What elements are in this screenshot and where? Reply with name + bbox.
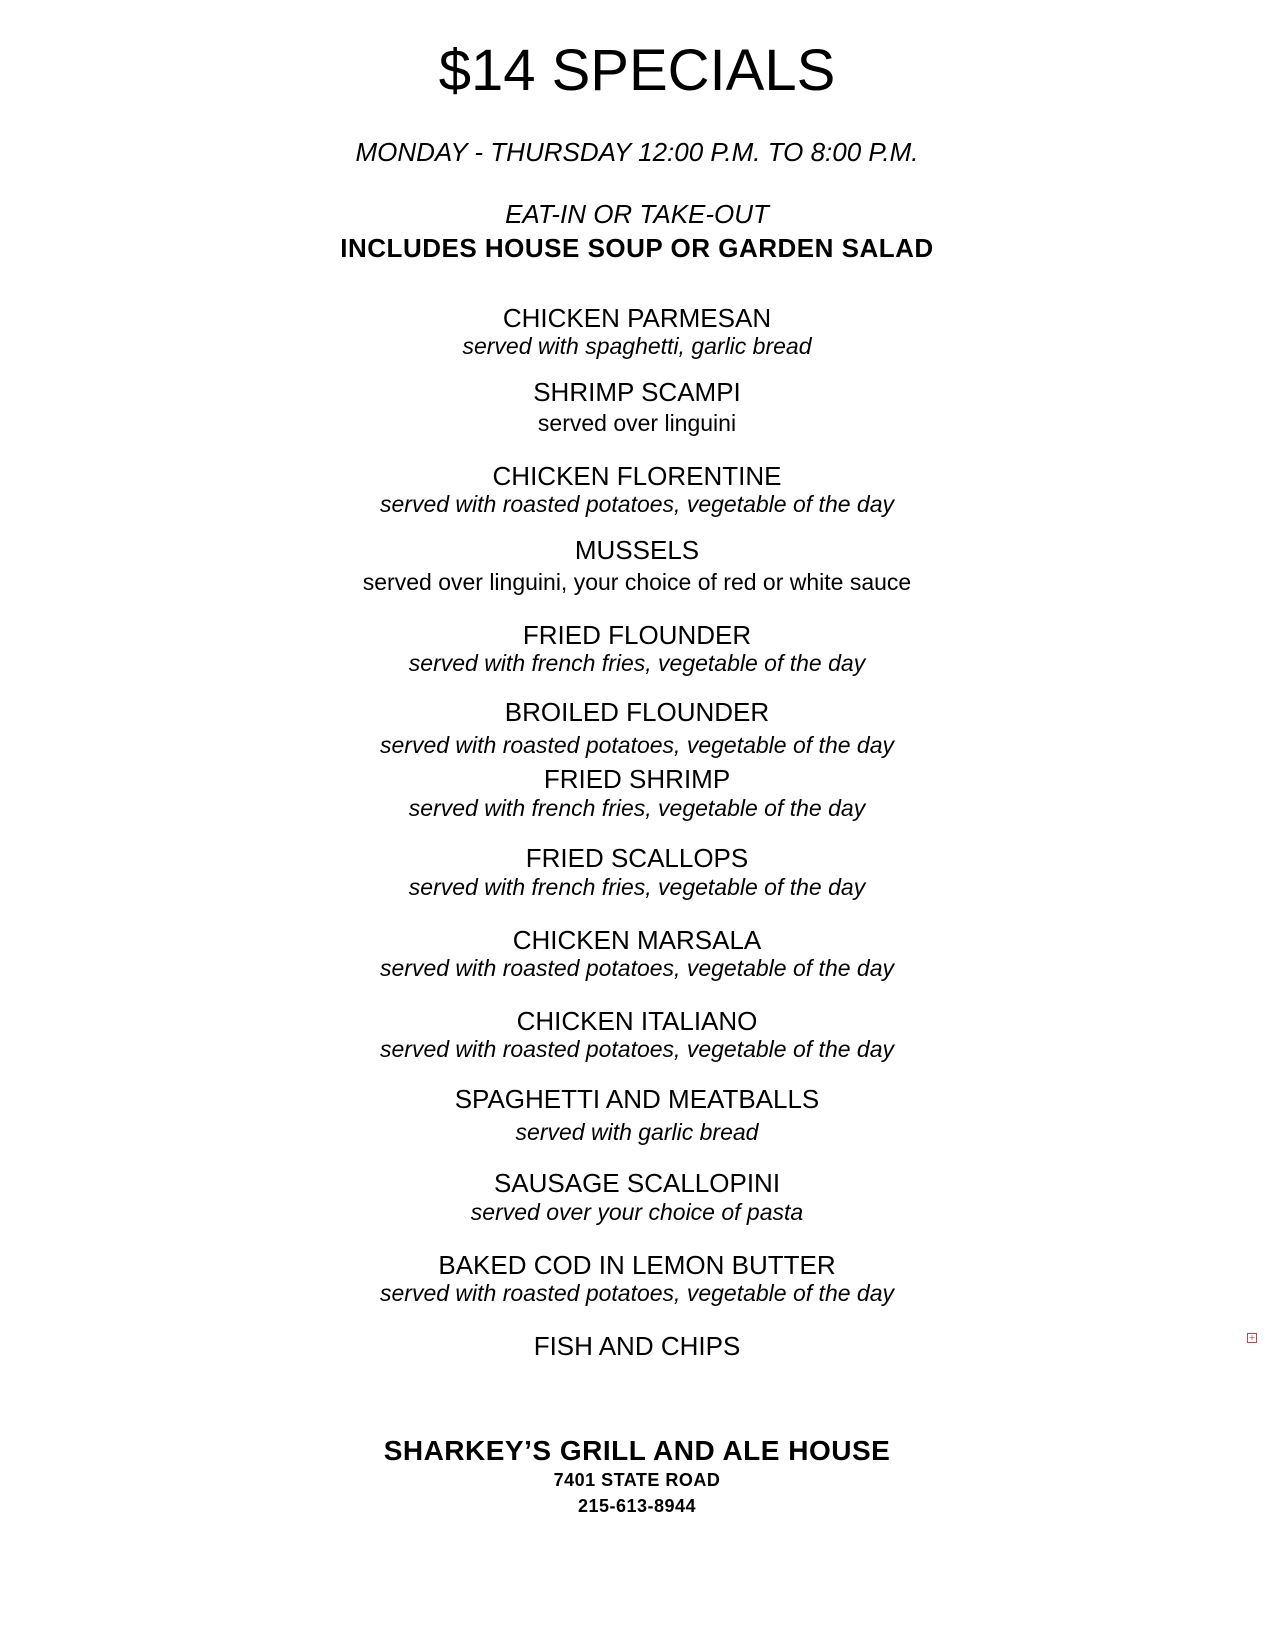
menu-item-description: served with roasted potatoes, vegetable of the day bbox=[380, 1280, 894, 1306]
menu-item-description: served with roasted potatoes, vegetable of the day bbox=[380, 732, 894, 758]
restaurant-name: SHARKEY’S GRILL AND ALE HOUSE bbox=[383, 1435, 891, 1466]
expand-marker-icon[interactable]: + bbox=[1248, 1333, 1256, 1342]
menu-item-name: CHICKEN PARMESAN bbox=[502, 303, 772, 333]
menu-item-description: served with spaghetti, garlic bread bbox=[462, 333, 812, 359]
menu-item-name: SAUSAGE SCALLOPINI bbox=[493, 1168, 781, 1198]
menu-item-name: CHICKEN FLORENTINE bbox=[492, 461, 782, 491]
menu-item-description: served with french fries, vegetable of the day bbox=[408, 650, 866, 676]
menu-item-name: BAKED COD IN LEMON BUTTER bbox=[438, 1250, 836, 1280]
menu-item-description: served with french fries, vegetable of the day bbox=[408, 795, 866, 821]
restaurant-address: 7401 STATE ROAD bbox=[553, 1470, 721, 1490]
menu-item-description: served with roasted potatoes, vegetable of the day bbox=[380, 955, 894, 981]
hours-line: MONDAY - THURSDAY 12:00 P.M. TO 8:00 P.M. bbox=[355, 137, 919, 167]
menu-item-description: served over your choice of pasta bbox=[470, 1199, 804, 1225]
menu-item-name: SPAGHETTI AND MEATBALLS bbox=[454, 1084, 820, 1114]
menu-item-description: served over linguini, your choice of red or white sauce bbox=[362, 569, 912, 595]
menu-item-name: FRIED FLOUNDER bbox=[522, 620, 752, 650]
menu-item-name: CHICKEN ITALIANO bbox=[516, 1006, 758, 1036]
menu-item-description: served with french fries, vegetable of the day bbox=[408, 874, 866, 900]
menu-item-description: served with roasted potatoes, vegetable of the day bbox=[380, 1036, 894, 1062]
menu-item-description: served with roasted potatoes, vegetable of the day bbox=[380, 491, 894, 517]
menu-item-name: FRIED SCALLOPS bbox=[525, 843, 749, 873]
menu-item-name: FISH AND CHIPS bbox=[533, 1331, 741, 1361]
menu-item-name: MUSSELS bbox=[574, 535, 700, 565]
menu-item-name: CHICKEN MARSALA bbox=[512, 925, 762, 955]
page-title: $14 SPECIALS bbox=[438, 38, 836, 103]
menu-item-description: served over linguini bbox=[537, 410, 737, 436]
menu-item-name: BROILED FLOUNDER bbox=[504, 697, 770, 727]
includes-line: INCLUDES HOUSE SOUP OR GARDEN SALAD bbox=[340, 233, 934, 263]
menu-item-name: FRIED SHRIMP bbox=[543, 764, 731, 794]
eat-in-line: EAT-IN OR TAKE-OUT bbox=[505, 199, 769, 229]
menu-item-description: served with garlic bread bbox=[515, 1119, 759, 1145]
restaurant-phone: 215-613-8944 bbox=[577, 1496, 697, 1516]
menu-item-name: SHRIMP SCAMPI bbox=[533, 377, 741, 407]
